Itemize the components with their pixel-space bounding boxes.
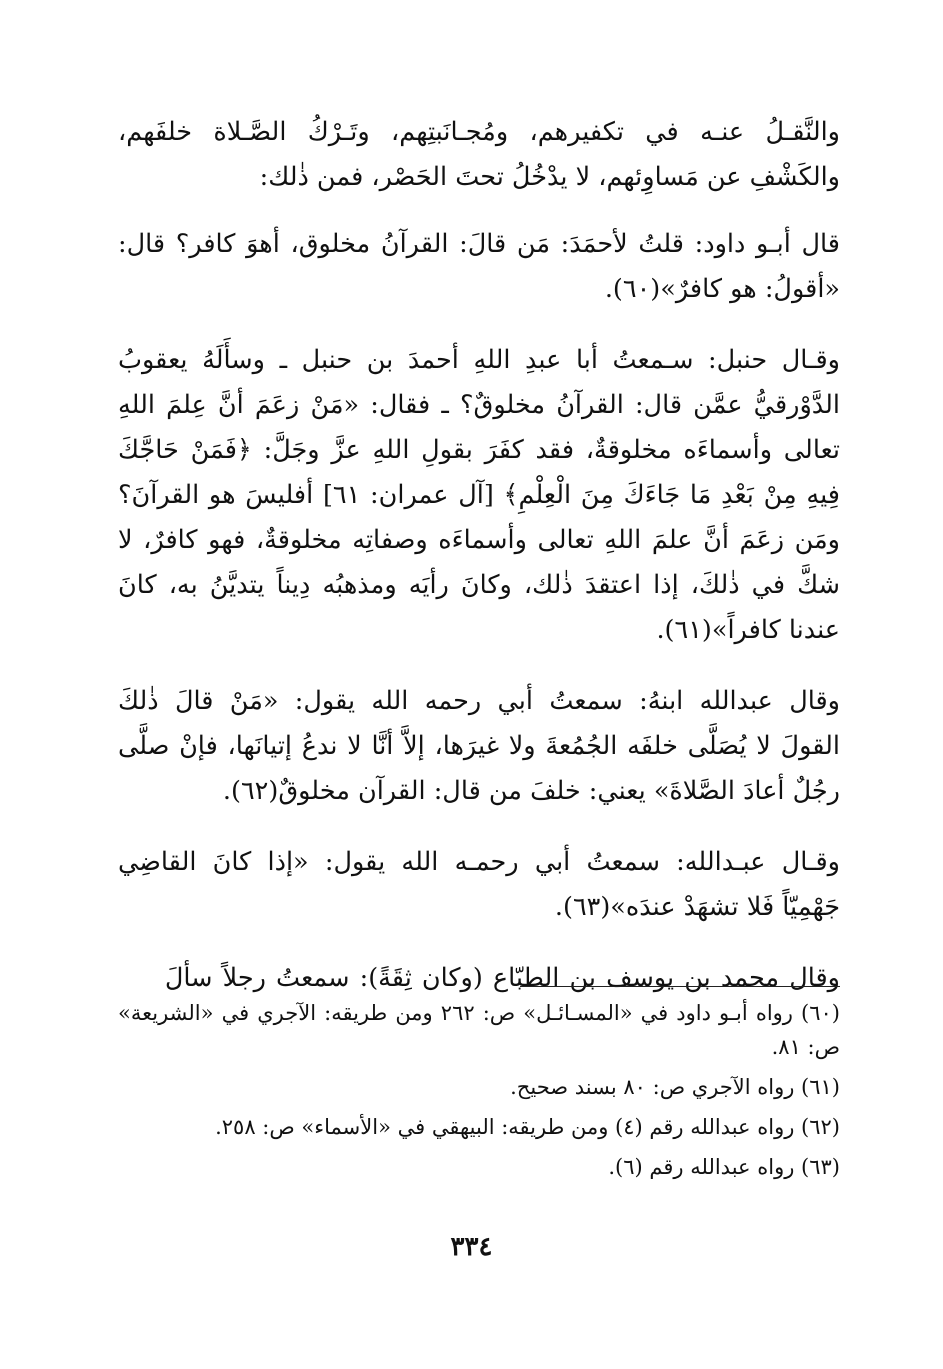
footnotes (118, 996, 840, 1190)
footnote: (٦١) رواه الآجري ص: ٨٠ بسند صحيح. (510, 1075, 840, 1099)
paragraph: وقـال عبـدالله: سمعتُ أبي رحمـه الله يقول: «إذا كانَ القاضِي جَهْمِيّاً فَلا تشهَدْ عندَه»(٦٣). (118, 847, 840, 922)
footnote-separator (520, 986, 840, 987)
footnote: (٦٠) رواه أبـو داود في «المسـائـل» ص: ٢٦٢ ومن طريقه: الآجري في «الشريعة» ص: ٨١. (118, 1001, 840, 1059)
footnote: (٦٢) رواه عبدالله رقم (٤) ومن طريقه: البيهقي في «الأسماء» ص: ٢٥٨. (215, 1115, 840, 1139)
paragraph: وقال محمد بن يوسف بن الطبّاع (وكان ثِقَةً): سمعتُ رجلاً سألَ (164, 963, 840, 993)
main-text (118, 110, 840, 1027)
paragraph: والنَّقـلُ عنـه في تكفيرهم، ومُجـانَبتِهم، وتَـرْكُ الصَّـلاة خلفَهم، والكَشْفِ عن مَساوِئهم، لا يدْخُلُ تحتَ الحَصْر، فمن ذٰلك: (118, 117, 840, 192)
paragraph: وقـال حنبل: سـمعتُ أبا عبدِ اللهِ أحمدَ بن حنبل ـ وسأَلَهُ يعقوبُ الدَّوْرقيُّ عمَّن قال: القرآنُ مخلوقٌ؟ ـ فقال: «مَنْ زعَمَ أنَّ عِلمَ اللهِ تعالى وأسماءَه مخلوقةٌ، فقد كفَرَ بقولِ اللهِ عزَّ وجَلَّ: ﴿فَمَنْ حَاجَّكَ فِيهِ مِنْ بَعْدِ مَا جَاءَكَ مِنَ الْعِلْمِ﴾ [آل عمران: ٦١] أفليسَ هو القرآنَ؟ ومَن زعَمَ أنَّ علمَ اللهِ تعالى وأسماءَه وصفاتِه مخلوقةٌ، فهو كافرٌ، لا شكَّ في ذٰلكَ، إذا اعتقدَ ذٰلك، وكانَ رأيَه ومذهبُه دِيناً يتديَّنُ به، كانَ عندنا كافراً»(٦١). (118, 345, 840, 645)
paragraph: قال أبـو داود: قلتُ لأحمَدَ: مَن قالَ: القرآنُ مخلوق، أهوَ كافر؟ قال: «أقولُ: هو كافرٌ»(٦٠). (118, 229, 840, 304)
page-number: ٣٣٤ (450, 1232, 493, 1262)
paragraph: وقال عبدالله ابنهُ: سمعتُ أبي رحمه الله يقول: «مَنْ قالَ ذٰلكَ القولَ لا يُصَلَّى خلفَه الجُمُعةَ ولا غيرَها، إلاَّ أنَّا لا ندعُ إتيانَها، فإنْ صلَّى رجُلٌ أعادَ الصَّلاةَ» يعني: خلفَ من قال: القرآن مخلوقٌ(٦٢). (118, 686, 840, 806)
footnote: (٦٣) رواه عبدالله رقم (٦). (608, 1155, 840, 1179)
